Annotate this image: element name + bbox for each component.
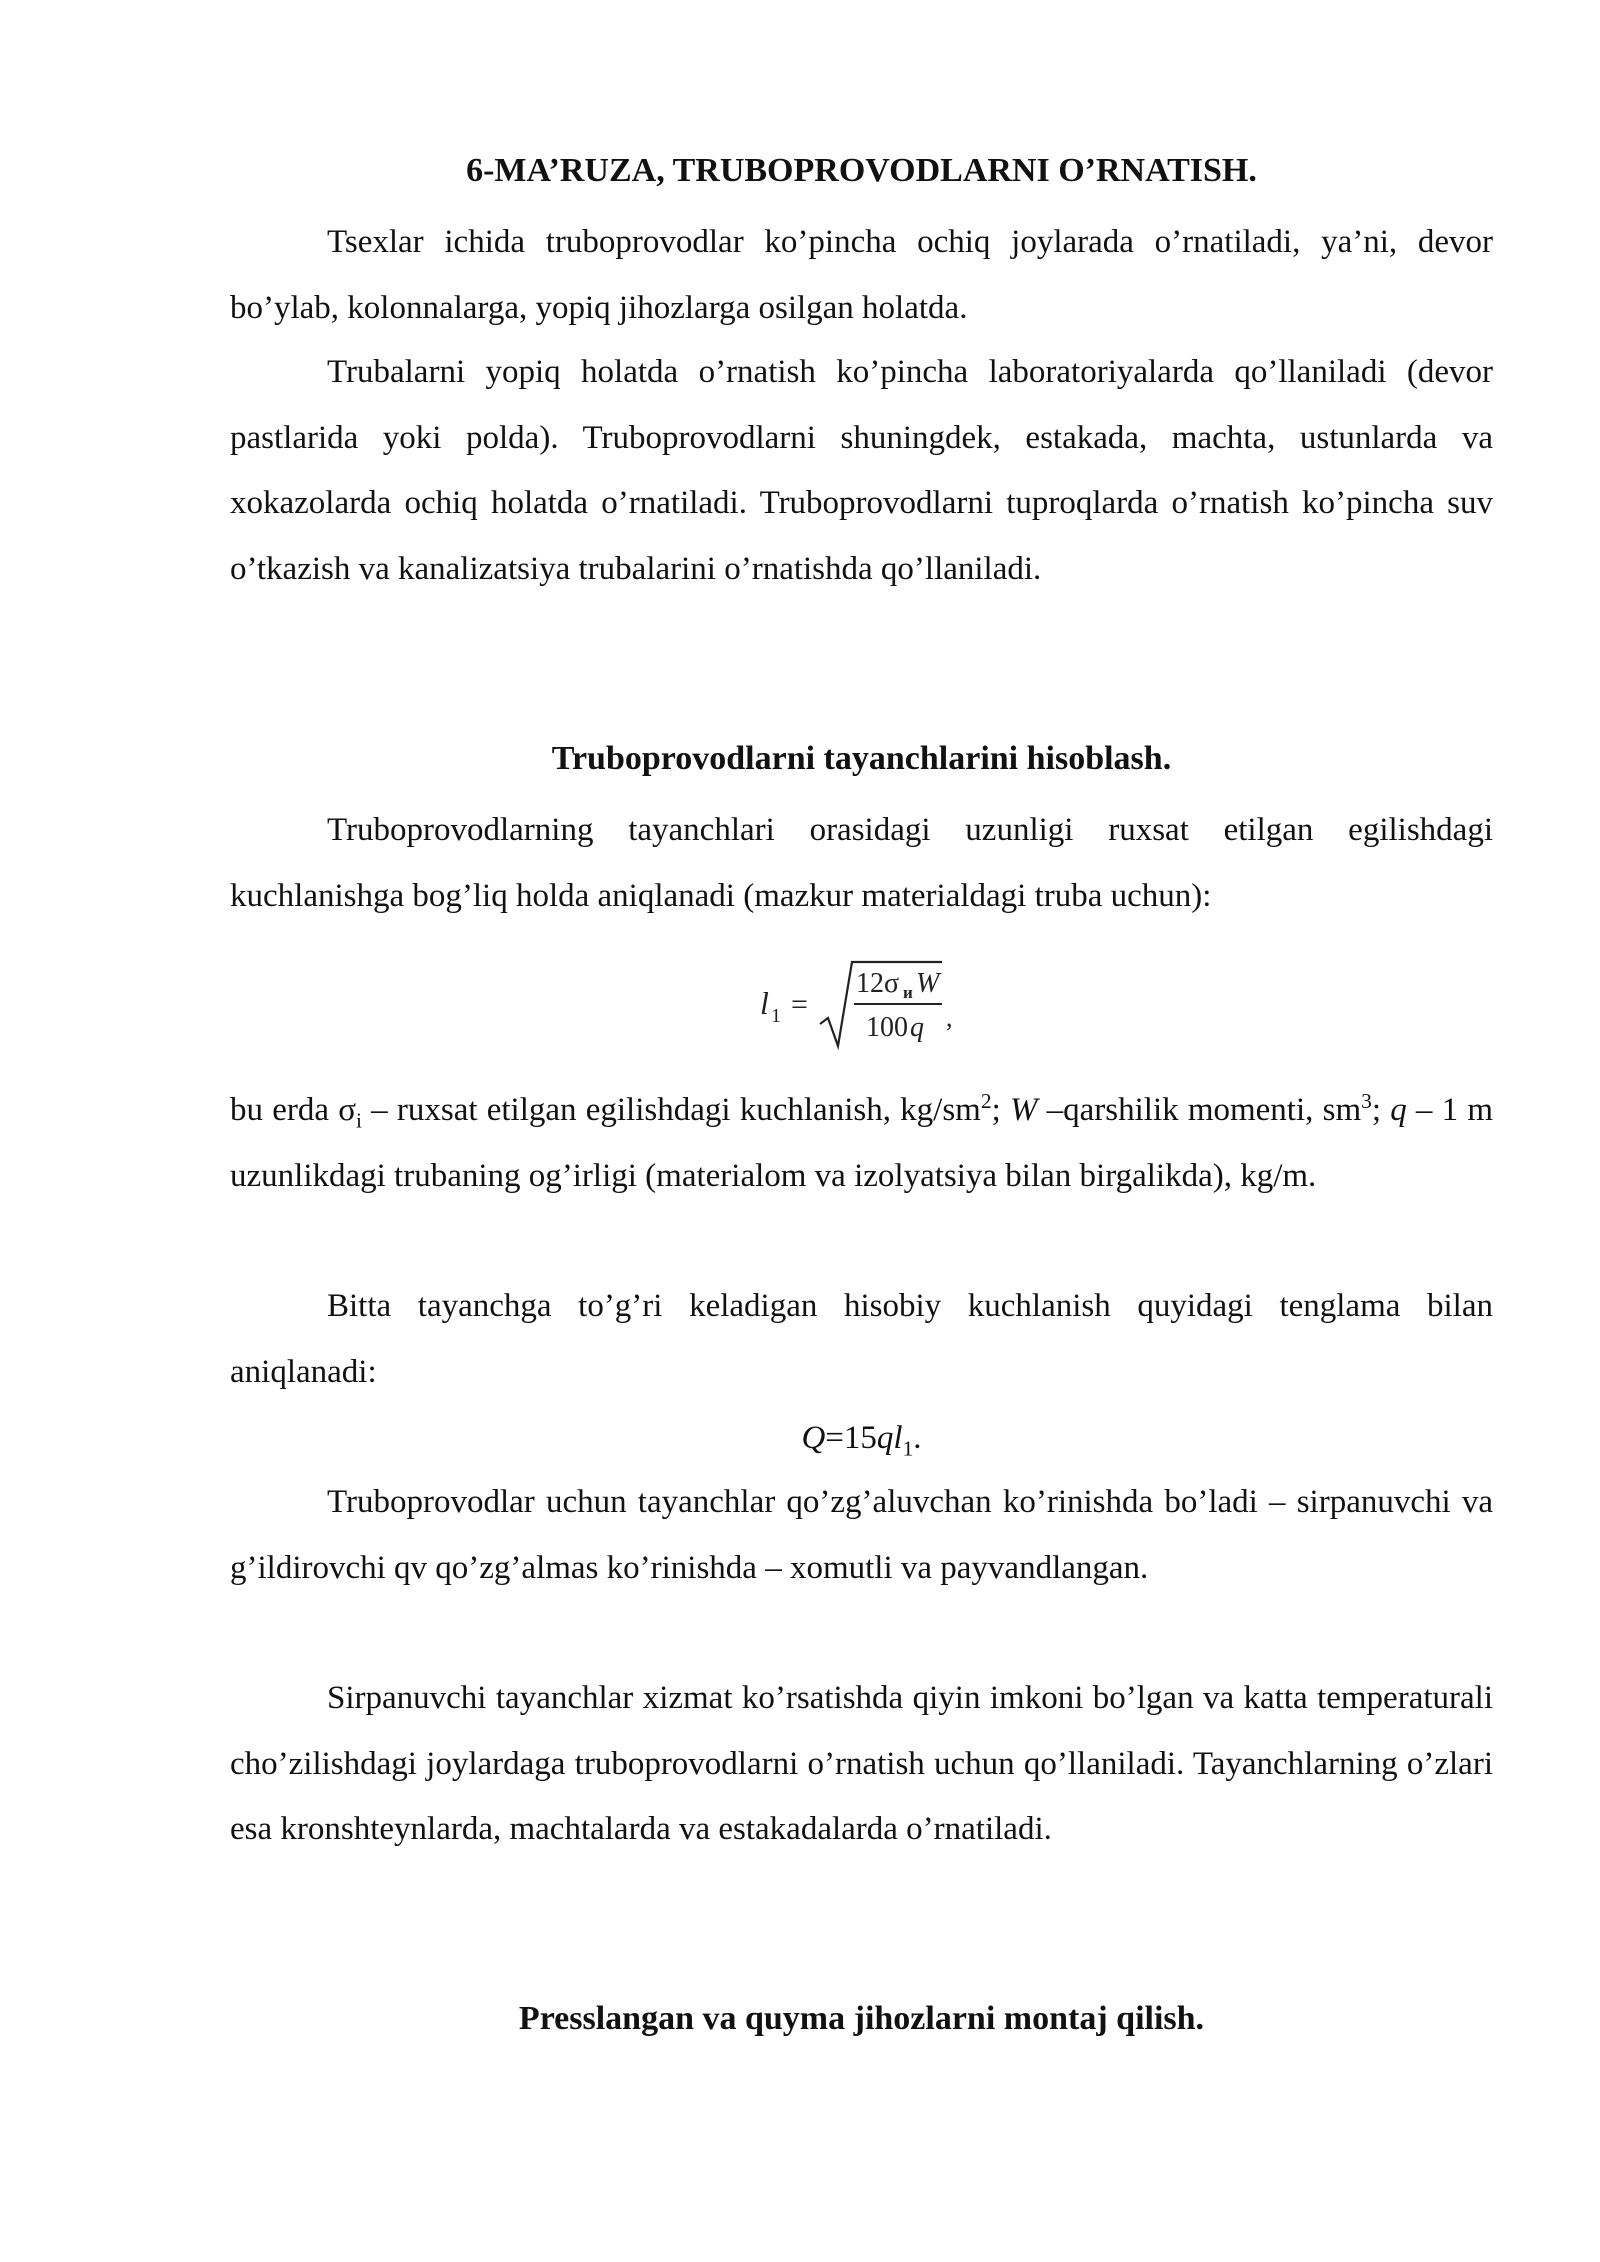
formula-lhs: l — [760, 985, 769, 1021]
load-sub: 1 — [902, 1436, 914, 1461]
def-text-1: bu erda σ — [230, 1092, 356, 1128]
paragraph-definitions — [230, 1078, 1493, 1209]
def-sub-i: i — [355, 1108, 362, 1133]
def-text-4: –qarshilik momenti, sm — [1037, 1092, 1362, 1128]
paragraph-intro: Tsexlar ichida truboprovodlar ko’pincha ochiq joylarada o’rnatiladi, ya’ni, devor bo’ylab, kolonnalarga, yopiq jihozlarga osilgan holatda. — [230, 224, 1493, 326]
paragraph-support-load: Bitta tayanchga to’g’ri keladigan hisobiy kuchlanish quyidagi tenglama bilan aniqlanadi: — [230, 1288, 1493, 1390]
formula-numerator-var: W — [916, 968, 940, 999]
def-text-3: ; — [991, 1092, 1010, 1128]
def-text-6: – 1 m uzunlikdagi trubaning og’irligi (materialom va izolyatsiya bilan birgalikda), kg/m. — [230, 1092, 1493, 1194]
lecture-title: 6-MA’RUZA, TRUBOPROVODLARNI O’RNATISH. — [466, 152, 1257, 189]
def-text-5: ; — [1371, 1092, 1391, 1128]
paragraph-support-types: Truboprovodlar uchun tayanchlar qo’zg’aluvchan ko’rinishda bo’ladi – sirpanuvchi va g’ildirovchi qv qo’zg’almas ko’rinishda – xomutli va payvandlangan. — [230, 1484, 1493, 1586]
formula-span-length — [230, 948, 1493, 1058]
section-heading-pressed: Presslangan va quyma jihozlarni montaj qilish. — [518, 2000, 1205, 2037]
formula-load — [230, 1406, 1493, 1471]
formula-equals: = — [791, 988, 808, 1021]
def-sup-3: 3 — [1361, 1089, 1372, 1113]
load-var-ql: ql — [876, 1420, 903, 1456]
paragraph-support-length: Truboprovodlarning tayanchlari orasidagi uzunligi ruxsat etilgan egilishdagi kuchlanishga bog’liq holda aniqlanadi (mazkur materialdagi truba uchun): — [230, 812, 1493, 914]
def-text-2: – ruxsat etilgan egilishdagi kuchlanish, kg/sm — [361, 1092, 981, 1128]
formula-denominator-var: q — [910, 1012, 924, 1043]
formula-numerator-sub: и — [903, 983, 913, 1002]
load-var-q: Q — [801, 1420, 826, 1456]
formula-numerator: 12σ — [856, 968, 900, 999]
formula-trailing-comma: , — [946, 1003, 953, 1032]
formula-graphic — [230, 948, 1493, 1058]
def-var-w: W — [1009, 1092, 1038, 1128]
paragraph-closed-installation: Trubalarni yopiq holatda o’rnatish ko’pincha laboratoriyalarda qo’llaniladi (devor pastlarida yoki polda). Truboprovodlarni shuningdek, estakada, machta, ustunlarda va xokazolarda ochiq holatda o’rnatiladi. Truboprovodlarni tuproqlarda o’rnatish ko’pincha suv o’tkazish va kanalizatsiya trubalarini o’rnatishda qo’llaniladi. — [230, 354, 1493, 587]
formula-lhs-sub: 1 — [771, 1005, 781, 1027]
def-var-q: q — [1390, 1092, 1407, 1128]
section-heading-supports: Truboprovodlarni tayanchlarini hisoblash. — [551, 740, 1172, 777]
load-end: . — [913, 1420, 922, 1456]
def-sup-2: 2 — [980, 1089, 992, 1113]
formula-denominator: 100 — [866, 1012, 908, 1043]
paragraph-sliding-supports: Sirpanuvchi tayanchlar xizmat ko’rsatishda qiyin imkoni bo’lgan va katta temperaturali cho’zilishdagi joylardaga truboprovodlarni o’rnatish uchun qo’llaniladi. Tayanchlarning o’zlari esa kronshteynlarda, machtalarda va estakadalarda o’rnatiladi. — [230, 1680, 1493, 1847]
load-mid: =15 — [825, 1420, 877, 1456]
